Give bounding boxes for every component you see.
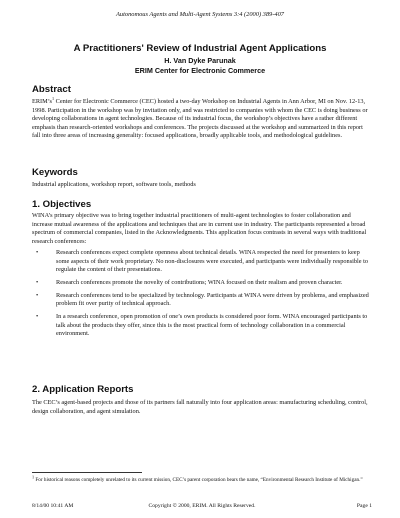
footer-copyright: Copyright © 2000, ERIM. All Rights Reserved.	[148, 503, 256, 509]
paper-affiliation: ERIM Center for Electronic Commerce	[134, 66, 266, 75]
bullet-text: Research conferences expect complete openness about technical details. WINA respected the need for presenters to keep some aspects of their work proprietary. No non-disclosures were executed, and participants were individually responsible to regulate the content of their presentations.	[56, 249, 369, 274]
bullet-icon: •	[36, 249, 39, 256]
objectives-intro: WINA’s primary objective was to bring together industrial practitioners of multi-agent technologies to foster collaboration and increase mutual awareness of the applications and techniques that are in current use in industry. The participants represented a broad spectrum of commercial companies, listed in the Acknowledgments. This application focus contrasts in several ways with traditional research conferences:	[32, 212, 367, 245]
abstract-heading: Abstract	[32, 84, 71, 95]
objectives-bullet-list	[32, 249, 372, 343]
list-item	[32, 279, 372, 288]
list-item	[32, 313, 372, 339]
footer-date: 8/14/00 10:41 AM	[32, 503, 74, 509]
list-item	[32, 292, 372, 309]
page-footer	[32, 503, 372, 511]
abstract-text-a: ERIM’s	[32, 98, 52, 105]
footnote-text: For historical reasons completely unrelated to its current mission, CEC’s parent corporation bears the name, “Environmental Research Institute of Michigan.”	[34, 477, 363, 483]
reports-text: The CEC’s agent-based projects and those of its partners fall naturally into four application areas: manufacturing scheduling, control, design collaboration, and agent simulation.	[32, 399, 368, 415]
footnote-divider	[32, 472, 142, 473]
reports-heading: 2. Application Reports	[32, 384, 134, 395]
footnote-ref: 1	[51, 95, 55, 101]
keywords-heading: Keywords	[32, 167, 78, 178]
bullet-text: In a research conference, open promotion of one’s own products is considered poor form. WINA encouraged participants to talk about the products they offer, since this is the most practical form of technology collaboration in a commercial environment.	[56, 313, 368, 338]
bullet-icon: •	[36, 278, 39, 286]
paper-title: A Practitioners' Review of Industrial Agent Applications	[73, 43, 327, 54]
footnote-mark: 1	[32, 474, 35, 480]
footer-page-number: Page 1	[356, 503, 372, 509]
objectives-heading: 1. Objectives	[32, 199, 92, 210]
list-item	[32, 249, 372, 275]
journal-header: Autonomous Agents and Multi-Agent Systems 3:4 (2000) 389-407	[116, 11, 284, 18]
abstract-text-b: Center for Electronic Commerce (CEC) hosted a two-day Workshop on Industrial Agents in Ann Arbor, MI on Nov. 12-13, 1998. Participation in the workshop was by invitation only, and was restricted to companies with whom the CEC is doing business or developing collaborations in agent technologies. Because of its industrial focus, the workshop’s objectives have a rather different emphasis than research-oriented workshops and conferences. The projects discussed at the workshop and summarized in this report fall into three areas of increasing generality: focused applications, broadly applicable tools, and methodological guidelines.	[32, 98, 368, 140]
footnote	[32, 474, 372, 484]
keywords-text: Industrial applications, workshop report, software tools, methods	[32, 181, 196, 188]
bullet-text: Research conferences promote the novelty of contributions; WINA focused on their realism and proven character.	[56, 278, 343, 286]
paper-author: H. Van Dyke Parunak	[164, 56, 236, 65]
bullet-text: Research conferences tend to be specialized by technology. Participants at WINA were driven by problems, and emphasized problem fit over purity of technical approach.	[56, 291, 369, 308]
abstract-text	[32, 95, 372, 141]
bullet-icon: •	[36, 291, 39, 299]
bullet-icon: •	[36, 313, 39, 321]
